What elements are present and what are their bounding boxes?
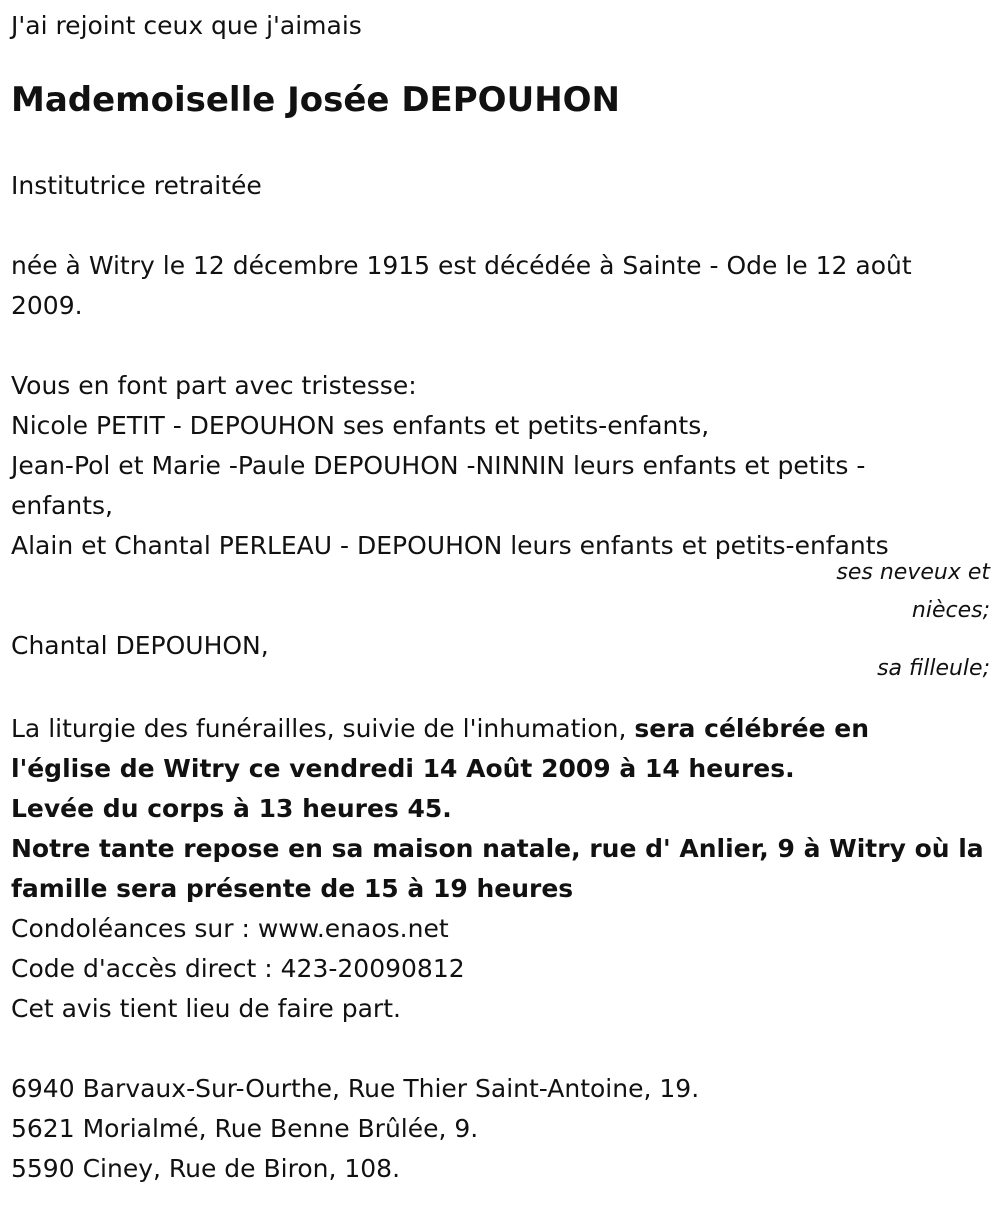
family-line: Jean-Pol et Marie -Paule DEPOUHON -NINNIN leurs enfants et petits -	[11, 451, 866, 480]
birth-death-line: née à Witry le 12 décembre 1915 est décédée à Sainte - Ode le 12 août	[11, 251, 912, 280]
family-line: Alain et Chantal PERLEAU - DEPOUHON leurs enfants et petits-enfants	[11, 531, 889, 560]
deceased-name: Mademoiselle Josée DEPOUHON	[11, 80, 621, 120]
goddaughter-name: Chantal DEPOUHON,	[11, 631, 269, 660]
address-line: 5621 Morialmé, Rue Benne Brûlée, 9.	[11, 1114, 479, 1143]
profession: Institutrice retraitée	[11, 171, 262, 200]
family-line: enfants,	[11, 491, 113, 520]
family-announcement	[11, 366, 990, 566]
avis-line: Cet avis tient lieu de faire part.	[11, 994, 401, 1023]
repose-line: famille sera présente de 15 à 19 heures	[11, 874, 574, 903]
family-line: Nicole PETIT - DEPOUHON ses enfants et petits-enfants,	[11, 411, 710, 440]
address-line: 6940 Barvaux-Sur-Ourthe, Rue Thier Saint-Antoine, 19.	[11, 1074, 700, 1103]
condoleances: Condoléances sur : www.enaos.net	[11, 914, 449, 943]
address-line: 5590 Ciney, Rue de Biron, 108.	[11, 1154, 401, 1183]
funeral-details	[11, 709, 990, 1029]
liturgy-intro: La liturgie des funérailles, suivie de l'inhumation,	[11, 714, 635, 743]
announce-intro: Vous en font part avec tristesse:	[11, 371, 417, 400]
liturgy-bold-line: l'église de Witry ce vendredi 14 Août 2009 à 14 heures.	[11, 754, 795, 783]
nephews-line: nièces;	[911, 598, 990, 623]
epigraph: J'ai rejoint ceux que j'aimais	[11, 11, 362, 40]
liturgy-bold: sera célébrée en	[634, 714, 870, 743]
access-code: Code d'accès direct : 423-20090812	[11, 954, 465, 983]
liturgy-line	[11, 709, 990, 749]
repose-line: Notre tante repose en sa maison natale, rue d' Anlier, 9 à Witry où la	[11, 834, 984, 863]
goddaughter-role: sa filleule;	[877, 656, 990, 681]
addresses	[11, 1069, 990, 1189]
nephews-line: ses neveux et	[836, 560, 990, 585]
levee-du-corps: Levée du corps à 13 heures 45.	[11, 794, 452, 823]
birth-death-line: 2009.	[11, 291, 83, 320]
birth-death-paragraph	[11, 246, 990, 326]
